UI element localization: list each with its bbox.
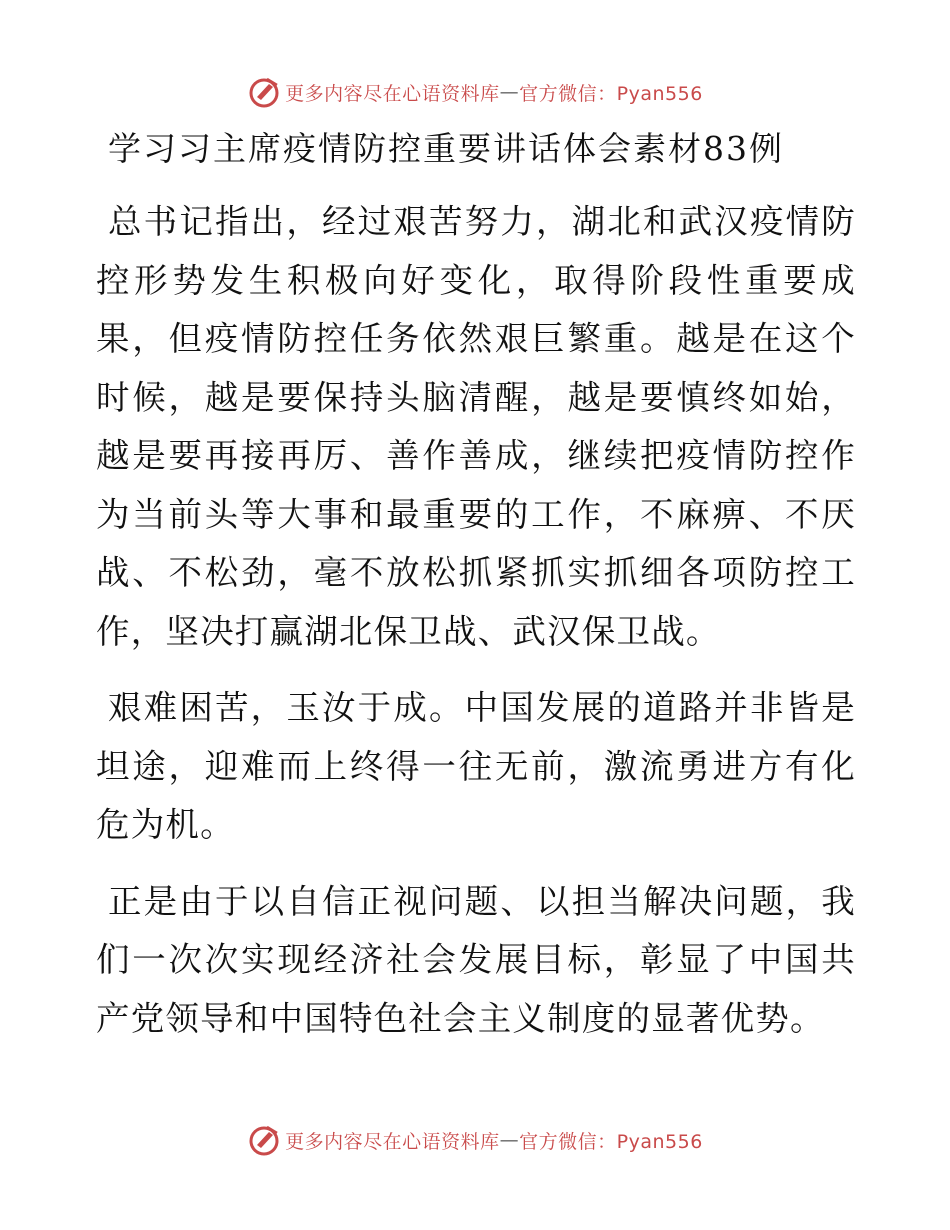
document-body: [96, 193, 856, 1066]
paragraph: 艰难困苦，玉汝于成。中国发展的道路并非皆是坦途，迎难而上终得一往无前，激流勇进方有化危为机。: [96, 688, 856, 844]
banner-text: 更多内容尽在心语资料库: [285, 1130, 500, 1153]
footer-watermark-banner: [0, 1120, 950, 1160]
banner-wechat-id: 官方微信：Pyan556: [519, 1130, 703, 1153]
logo-icon: [247, 1123, 281, 1157]
document-title: 学习习主席疫情防控重要讲话体会素材83例: [108, 129, 784, 168]
banner-separator: —: [499, 1129, 520, 1151]
header-watermark-banner: [0, 72, 950, 112]
banner-text: 更多内容尽在心语资料库: [285, 82, 500, 105]
logo-icon: [247, 75, 281, 109]
banner-separator: —: [499, 81, 520, 103]
paragraph: 正是由于以自信正视问题、以担当解决问题，我们一次次实现经济社会发展目标，彰显了中国共产党领导和中国特色社会主义制度的显著优势。: [96, 881, 856, 1038]
paragraph: 总书记指出，经过艰苦努力，湖北和武汉疫情防控形势发生积极向好变化，取得阶段性重要成果，但疫情防控任务依然艰巨繁重。越是在这个时候，越是要保持头脑清醒，越是要慎终如始，越是要再接再厉、善作善成，继续把疫情防控作为当前头等大事和最重要的工作，不麻痹、不厌战、不松劲，毫不放松抓紧抓实抓细各项防控工作，坚决打赢湖北保卫战、武汉保卫战。: [96, 202, 856, 651]
banner-wechat-id: 官方微信：Pyan556: [519, 82, 703, 105]
